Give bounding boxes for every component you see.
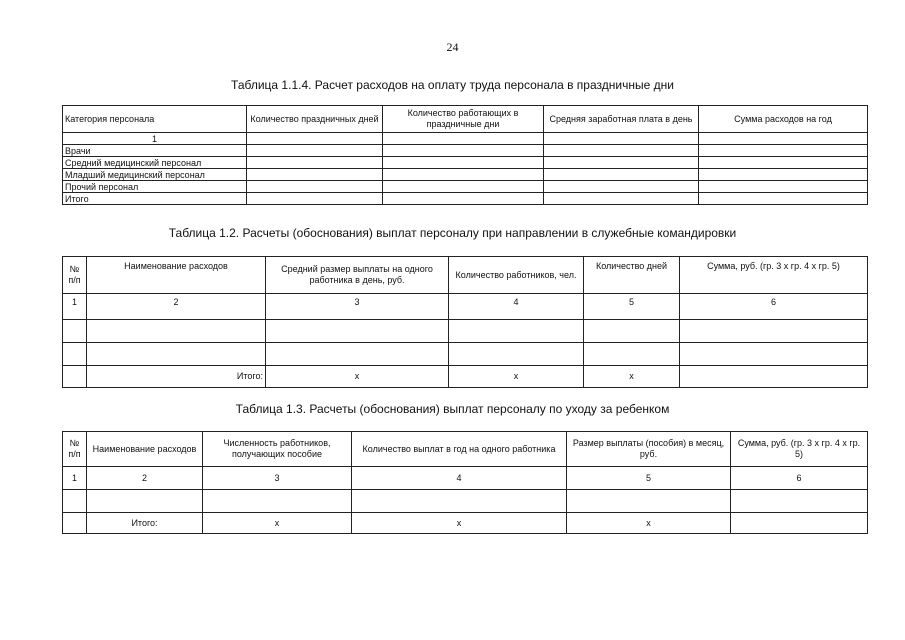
table-cell xyxy=(544,145,699,157)
table-cell xyxy=(699,145,868,157)
table-cell xyxy=(352,490,567,513)
table-header-row xyxy=(63,106,868,133)
table-cell xyxy=(699,157,868,169)
table-cell xyxy=(544,193,699,205)
table-cell xyxy=(680,320,868,343)
header-cell: Сумма, руб. (гр. 3 х гр. 4 х гр. 5) xyxy=(731,432,868,467)
table-cell xyxy=(87,490,203,513)
page-number: 24 xyxy=(446,40,459,54)
table-header-row xyxy=(63,257,868,294)
header-cell: Средний размер выплаты на одного работника в день, руб. xyxy=(266,257,449,294)
column-number-cell: 2 xyxy=(87,294,266,320)
column-number-cell: 1 xyxy=(63,467,87,490)
table-cell xyxy=(63,320,87,343)
table-cell: х xyxy=(584,366,680,388)
header-cell: Численность работников, получающих пособие xyxy=(203,432,352,467)
table-cell xyxy=(266,320,449,343)
total-label: Итого: xyxy=(87,513,203,534)
column-number-cell: 3 xyxy=(266,294,449,320)
row-label: Средний медицинский персонал xyxy=(63,157,247,169)
header-cell: Категория персонала xyxy=(63,106,247,133)
header-cell: № п/п xyxy=(63,257,87,294)
column-number-cell: 4 xyxy=(449,294,584,320)
column-number-cell: 5 xyxy=(567,467,731,490)
table-row xyxy=(63,343,868,366)
row-label: Врачи xyxy=(63,145,247,157)
header-cell: Количество дней xyxy=(584,257,680,294)
table-cell xyxy=(63,513,87,534)
table-cell xyxy=(247,157,383,169)
column-number-cell: 5 xyxy=(584,294,680,320)
table-row xyxy=(63,193,868,205)
table-cell xyxy=(266,343,449,366)
table-cell xyxy=(247,181,383,193)
table-cell xyxy=(544,181,699,193)
table-row xyxy=(63,181,868,193)
header-cell: Количество работников, чел. xyxy=(449,257,584,294)
table-cell xyxy=(699,181,868,193)
table-cell xyxy=(247,145,383,157)
column-number-cell: 1 xyxy=(63,133,247,145)
table-cell xyxy=(63,366,87,388)
table-cell xyxy=(87,320,266,343)
table-cell xyxy=(731,490,868,513)
table-cell xyxy=(699,193,868,205)
table-1-3 xyxy=(62,431,868,534)
column-number-cell: 3 xyxy=(203,467,352,490)
table-cell xyxy=(699,133,868,145)
header-cell: Количество выплат в год на одного работника xyxy=(352,432,567,467)
column-number-cell: 1 xyxy=(63,294,87,320)
table-cell xyxy=(63,343,87,366)
header-cell: Сумма, руб. (гр. 3 х гр. 4 х гр. 5) xyxy=(680,257,868,294)
table-cell xyxy=(567,490,731,513)
header-cell: Наименование расходов xyxy=(87,432,203,467)
table-row xyxy=(63,157,868,169)
table-cell xyxy=(449,320,584,343)
table-cell: х xyxy=(567,513,731,534)
table-cell xyxy=(383,169,544,181)
table-cell xyxy=(383,193,544,205)
table-cell xyxy=(731,513,868,534)
table-cell xyxy=(247,169,383,181)
table-cell xyxy=(383,133,544,145)
table-cell xyxy=(383,181,544,193)
table-cell xyxy=(680,343,868,366)
row-label: Итого xyxy=(63,193,247,205)
column-number-cell: 6 xyxy=(680,294,868,320)
table-cell xyxy=(584,320,680,343)
table-cell: х xyxy=(266,366,449,388)
table-1-3-caption: Таблица 1.3. Расчеты (обоснования) выплат персоналу по уходу за ребенком xyxy=(235,402,670,416)
table-cell xyxy=(63,490,87,513)
table-cell xyxy=(203,490,352,513)
table-cell xyxy=(247,133,383,145)
table-row xyxy=(63,320,868,343)
header-cell: Средняя заработная плата в день xyxy=(544,106,699,133)
table-1-2-caption: Таблица 1.2. Расчеты (обоснования) выплат персоналу при направлении в служебные командировки xyxy=(168,226,737,240)
column-number-row xyxy=(63,467,868,490)
table-1-1-4 xyxy=(62,105,868,205)
table-cell: х xyxy=(352,513,567,534)
table-cell xyxy=(544,157,699,169)
header-cell: Количество работающих в праздничные дни xyxy=(383,106,544,133)
table-cell xyxy=(544,133,699,145)
table-cell xyxy=(87,343,266,366)
table-cell xyxy=(383,145,544,157)
table-row xyxy=(63,490,868,513)
total-label: Итого: xyxy=(87,366,266,388)
column-number-cell: 2 xyxy=(87,467,203,490)
table-cell xyxy=(699,169,868,181)
header-cell: Сумма расходов на год xyxy=(699,106,868,133)
table-cell xyxy=(383,157,544,169)
header-cell: Размер выплаты (пособия) в месяц, руб. xyxy=(567,432,731,467)
column-number-row xyxy=(63,294,868,320)
table-header-row xyxy=(63,432,868,467)
column-number-cell: 6 xyxy=(731,467,868,490)
table-row xyxy=(63,145,868,157)
header-cell: Количество праздничных дней xyxy=(247,106,383,133)
table-1-2 xyxy=(62,256,868,388)
total-row xyxy=(63,366,868,388)
table-cell xyxy=(449,343,584,366)
table-1-1-4-caption: Таблица 1.1.4. Расчет расходов на оплату труда персонала в праздничные дни xyxy=(231,78,674,92)
row-label: Младший медицинский персонал xyxy=(63,169,247,181)
header-cell: Наименование расходов xyxy=(87,257,266,294)
table-cell: х xyxy=(449,366,584,388)
table-cell xyxy=(680,366,868,388)
total-row xyxy=(63,513,868,534)
column-number-cell: 4 xyxy=(352,467,567,490)
column-number-row xyxy=(63,133,868,145)
table-cell xyxy=(247,193,383,205)
table-cell: х xyxy=(203,513,352,534)
table-row xyxy=(63,169,868,181)
header-cell: № п/п xyxy=(63,432,87,467)
row-label: Прочий персонал xyxy=(63,181,247,193)
table-cell xyxy=(544,169,699,181)
table-cell xyxy=(584,343,680,366)
